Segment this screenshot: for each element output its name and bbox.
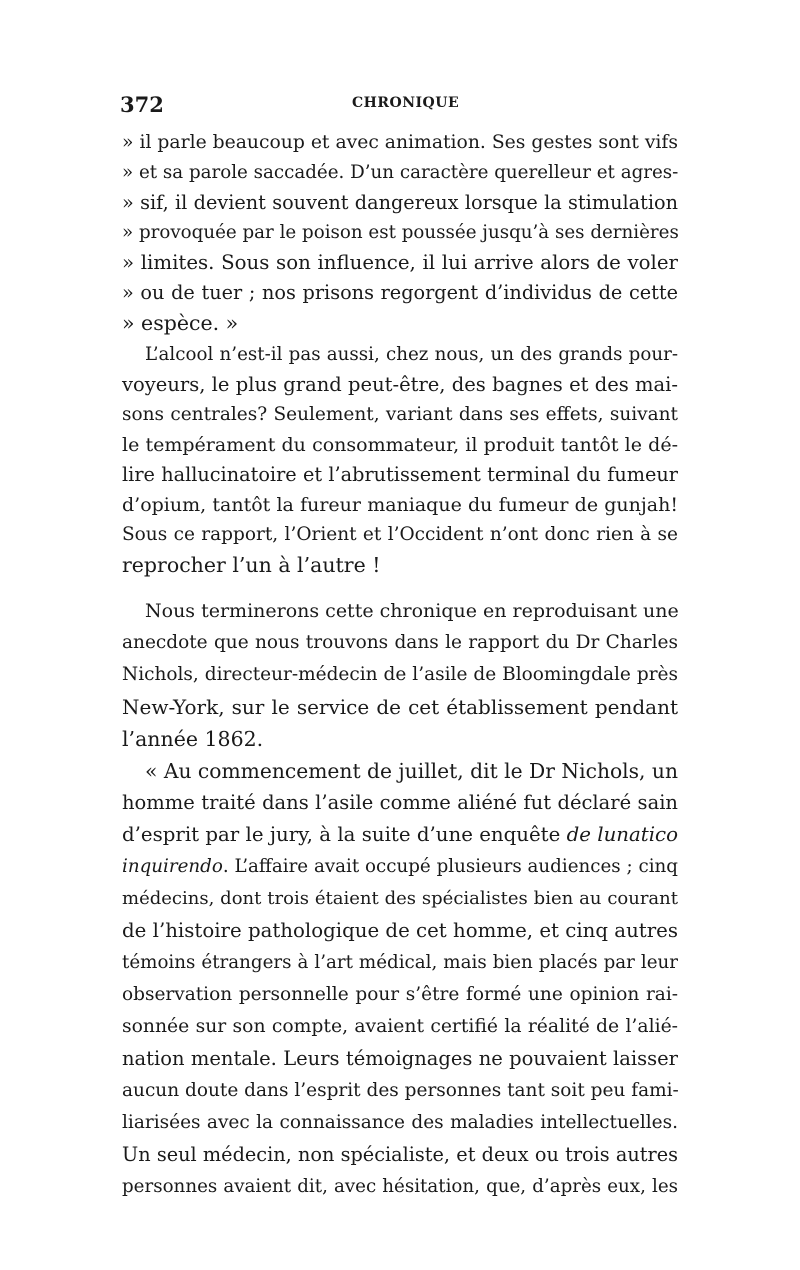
quote-line: » provoquée par le poison est poussée jusqu’à ses dernières — [122, 222, 679, 243]
page-header — [120, 92, 686, 122]
page-number: 372 — [120, 92, 164, 117]
paragraph-line: l’année 1862. — [122, 727, 264, 751]
paragraph-line: le tempérament du consommateur, il produit tantôt le dé- — [122, 434, 678, 456]
paragraph-line: Un seul médecin, non spécialiste, et deux ou trois autres — [122, 1143, 678, 1166]
paragraph-line: personnes avaient dit, avec hésitation, que, d’après eux, les — [122, 1176, 678, 1197]
quote-line: » limites. Sous son influence, il lui arrive alors de voler — [122, 251, 678, 274]
paragraph-line: « Au commencement de juillet, dit le Dr Nichols, un — [145, 759, 679, 783]
paragraph-line: observation personnelle pour s’être formé une opinion rai- — [122, 984, 678, 1005]
latin-phrase: inquirendo — [122, 856, 223, 877]
paragraph-line: Nous terminerons cette chronique en reproduisant une — [145, 600, 679, 622]
running-head: CHRONIQUE — [352, 95, 460, 111]
paragraph-line: L’alcool n’est-il pas aussi, chez nous, un des grands pour- — [145, 344, 678, 365]
quote-line: » ou de tuer ; nos prisons regorgent d’individus de cette — [122, 281, 678, 304]
paragraph-line: nation mentale. Leurs témoignages ne pouvaient laisser — [122, 1047, 678, 1070]
paragraph-line — [122, 820, 678, 850]
paragraph-line: médecins, dont trois étaient des spécialistes bien au courant — [122, 888, 678, 909]
quote-line: » il parle beaucoup et avec animation. Ses gestes sont vifs — [122, 132, 678, 153]
line-text: . L’affaire avait occupé plusieurs audiences ; cinq — [222, 856, 678, 877]
quote-line: » sif, il devient souvent dangereux lorsque la stimulation — [122, 191, 678, 214]
paragraph-line: de l’histoire pathologique de cet homme, et cinq autres — [122, 919, 678, 942]
paragraph-line: New-York, sur le service de cet établissement pendant — [122, 695, 678, 719]
quote-line: » espèce. » — [122, 311, 239, 335]
paragraph-line: d’opium, tantôt la fureur maniaque du fumeur de gunjah! — [122, 494, 678, 516]
paragraph-line: Nichols, directeur-médecin de l’asile de Bloomingdale près — [122, 664, 678, 685]
line-text: d’esprit par le jury, à la suite d’une enquête — [122, 823, 567, 846]
latin-phrase: de lunatico — [566, 823, 678, 846]
paragraph-line: aucun doute dans l’esprit des personnes tant soit peu fami- — [122, 1080, 679, 1101]
paragraph-line: homme traité dans l’asile comme aliéné fut déclaré sain — [122, 791, 678, 814]
paragraph-line: Sous ce rapport, l’Orient et l’Occident n’ont donc rien à se — [122, 524, 678, 545]
paragraph-line: anecdote que nous trouvons dans le rapport du Dr Charles — [122, 632, 678, 653]
paragraph-line: sons centrales? Seulement, variant dans ses effets, suivant — [122, 404, 678, 425]
paragraph-line: voyeurs, le plus grand peut-être, des bagnes et des mai- — [122, 373, 678, 396]
paragraph-line: sonnée sur son compte, avaient certifié la réalité de l’alié- — [122, 1016, 678, 1037]
paragraph-line: liarisées avec la connaissance des maladies intellectuelles. — [122, 1112, 678, 1133]
paragraph-line: témoins étrangers à l’art médical, mais bien placés par leur — [122, 952, 678, 973]
paragraph-line — [122, 852, 678, 882]
paragraph-line: lire hallucinatoire et l’abrutissement terminal du fumeur — [122, 463, 678, 486]
paragraph-line: reprocher l’un à l’autre ! — [122, 553, 381, 577]
quote-line: » et sa parole saccadée. D’un caractère querelleur et agres- — [122, 162, 679, 183]
